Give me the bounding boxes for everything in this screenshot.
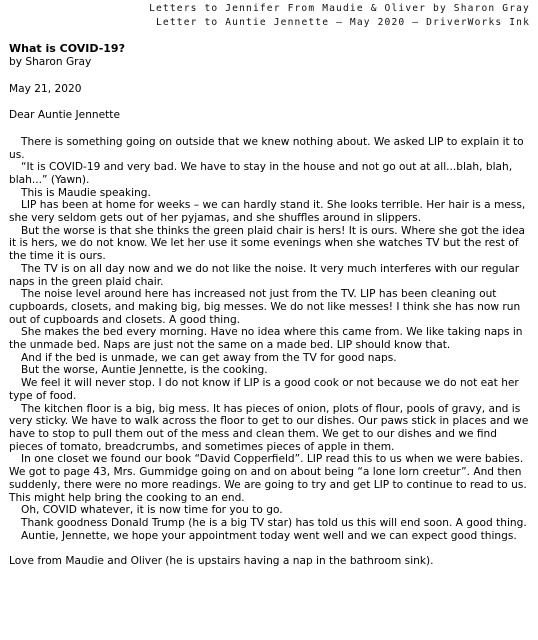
letter-paragraph: There is something going on outside that we knew nothing about. We asked LIP to explain it to us.: [9, 135, 524, 161]
letter-date: May 21, 2020: [9, 83, 82, 96]
letter-title: What is COVID-19?: [9, 42, 125, 55]
letter-paragraph: But the worse, Auntie Jennette, is the cooking.: [21, 364, 268, 377]
letter-paragraph: Thank goodness Donald Trump (he is a big TV star) has told us this will end soon. A good thing.: [21, 516, 527, 529]
letter-paragraph: Auntie, Jennette, we hope your appointment today went well and we can expect good things.: [21, 529, 517, 542]
page-header: [10, 2, 530, 30]
letter-paragraph: This is Maudie speaking.: [21, 186, 151, 199]
letter-signoff: Love from Maudie and Oliver (he is upstairs having a nap in the bathroom sink).: [9, 555, 434, 568]
letter-paragraph: The kitchen floor is a big, big mess. It has pieces of onion, plots of flour, pools of gravy, and is very sticky. We have to walk across the floor to get to our dishes. Our paws stick in places and we have to stop to pull them out of the mess and clean them. We get to our dishes and we find pieces of tomato, breadcrumbs, and sometimes pieces of apple in them.: [9, 402, 529, 453]
letter-body: [9, 136, 531, 543]
letter-paragraph: The noise level around here has increased not just from the TV. LIP has been cleaning out cupboards, closets, and making big, big messes. We do not like messes! I think she has now run out of cupboards and closets. A good thing.: [9, 288, 521, 326]
letter-paragraph: But the worse is that she thinks the green plaid chair is hers! It is ours. Where she got the idea it is hers, we do not know. We let her use it some evenings when she watches TV but the rest of the time it is ours.: [9, 224, 525, 263]
letter-paragraph: We feel it will never stop. I do not know if LIP is a good cook or not because we do not eat her type of food.: [9, 377, 519, 402]
letter-paragraph: LIP has been at home for weeks – we can hardly stand it. She looks terrible. Her hair is a mess, she very seldom gets out of her pyjamas, and she shuffles around in slippers.: [9, 199, 526, 225]
letter-paragraph: In one closet we found our book “David Copperfield”. LIP read this to us when we were babies. We got to page 43, Mrs. Gummidge going on and on about being “a lone lorn creetur”. And then suddenly, there were no more readings. We are going to try and get LIP to continue to read to us. This might help bring the cooking to an end.: [9, 453, 527, 504]
letter-byline: by Sharon Gray: [9, 55, 92, 68]
letter-paragraph: “It is COVID-19 and very bad. We have to stay in the house and not go out at all...blah, blah, blah...” (Yawn).: [9, 161, 513, 186]
letter-paragraph: And if the bed is unmade, we can get away from the TV for good naps.: [21, 351, 397, 364]
letter-paragraph: Oh, COVID whatever, it is now time for you to go.: [21, 504, 283, 517]
letter-paragraph: The TV is on all day now and we do not like the noise. It very much interferes with our regular naps in the green plaid chair.: [9, 262, 520, 288]
letter-paragraph: She makes the bed every morning. Have no idea where this came from. We like taking naps in the unmade bed. Naps are just not the same on a made bed. LIP should know that.: [9, 326, 523, 352]
letter-salutation: Dear Auntie Jennette: [9, 109, 120, 122]
header-series-title: Letters to Jennifer From Maudie & Oliver by Sharon Gray: [149, 3, 530, 14]
header-letter-info: Letter to Auntie Jennette – May 2020 – DriverWorks Ink: [156, 17, 530, 28]
letter-document: [9, 43, 531, 568]
